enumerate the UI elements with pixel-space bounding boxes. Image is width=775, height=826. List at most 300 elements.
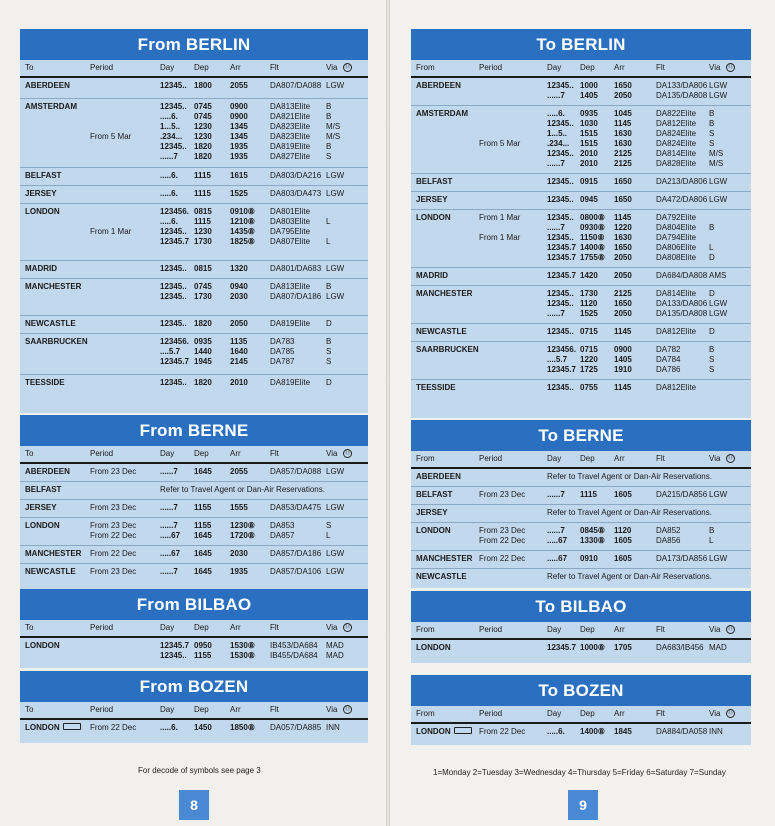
table-row bbox=[411, 286, 751, 324]
cell-arr: 2050 bbox=[614, 91, 632, 100]
cell-flt: DA684/DA808 bbox=[656, 271, 708, 280]
symbol-icon: ⑪ bbox=[727, 455, 733, 461]
cell-flt: DA801Elite bbox=[270, 207, 311, 216]
cell-day: 123456. bbox=[160, 337, 189, 346]
cell-day: 12345.. bbox=[547, 299, 574, 308]
column-header-from: From bbox=[416, 625, 435, 634]
cell-flt: DA824Elite bbox=[656, 129, 697, 138]
cell-flt: DA823Elite bbox=[270, 122, 311, 131]
symbol-icon: ⑪ bbox=[344, 624, 350, 630]
cell-period: From 22 Dec bbox=[90, 723, 137, 732]
cell-flt: DA824Elite bbox=[656, 139, 697, 148]
cell-dep: 1115 bbox=[194, 171, 211, 180]
cell-day: 12345.7 bbox=[547, 643, 576, 652]
cell-via: D bbox=[326, 319, 332, 328]
cell-via: LGW bbox=[709, 309, 728, 318]
destination-name: TEESSIDE bbox=[25, 378, 65, 387]
column-header-arr: Arr bbox=[230, 63, 241, 72]
column-header-flt: Flt bbox=[656, 454, 665, 463]
flight-line bbox=[20, 319, 368, 329]
table-row bbox=[411, 324, 751, 342]
cell-flt: DA812Elite bbox=[656, 327, 697, 336]
cell-arr: 1705 bbox=[614, 643, 632, 652]
cell-day: 12345.. bbox=[547, 177, 574, 186]
cell-flt: DA814Elite bbox=[656, 149, 697, 158]
section-from-bozen bbox=[20, 671, 368, 743]
cell-day: 12345.. bbox=[547, 233, 574, 242]
table-row bbox=[20, 334, 368, 375]
cell-arr: 1650 bbox=[614, 81, 632, 90]
cell-day: 1...5.. bbox=[547, 129, 568, 138]
symbol-icon: ⑪ bbox=[344, 706, 350, 712]
flight-line bbox=[411, 299, 751, 309]
cell-arr: 2055 bbox=[230, 467, 248, 476]
cell-flt: DA884/DA058 bbox=[656, 727, 708, 736]
cell-via: B bbox=[326, 337, 332, 346]
cell-arr: 1320 bbox=[230, 264, 248, 273]
cell-dep: 1230 bbox=[194, 122, 212, 131]
flight-line bbox=[20, 237, 368, 247]
reservation-note: Refer to Travel Agent or Dan-Air Reservations. bbox=[547, 508, 712, 517]
table-row bbox=[20, 78, 368, 99]
column-header-dep: Dep bbox=[580, 454, 595, 463]
flight-line bbox=[411, 365, 751, 375]
cell-day: .....6. bbox=[160, 723, 178, 732]
section-title: From BERNE bbox=[20, 415, 368, 446]
cell-day: ......7 bbox=[160, 152, 178, 161]
cell-via: INN bbox=[326, 723, 340, 732]
cell-day: .....67 bbox=[547, 554, 568, 563]
cell-dep: 0935 bbox=[194, 337, 212, 346]
cell-flt: DA135/DA808 bbox=[656, 309, 708, 318]
flight-line bbox=[20, 549, 368, 559]
cell-day: .....67 bbox=[160, 549, 181, 558]
cell-period: From 23 Dec bbox=[479, 526, 526, 535]
cell-flt: DA853 bbox=[270, 521, 295, 530]
flight-line bbox=[411, 233, 751, 243]
cell-flt: DA783 bbox=[270, 337, 295, 346]
flight-line bbox=[411, 289, 751, 299]
cell-dep: 1115 bbox=[580, 490, 597, 499]
flight-line bbox=[20, 81, 368, 91]
cell-arr: 1910 bbox=[614, 365, 632, 374]
cell-via: B bbox=[709, 119, 715, 128]
cell-flt: DA823Elite bbox=[270, 132, 311, 141]
section-title: From BILBAO bbox=[20, 589, 368, 620]
destination-name: LONDON bbox=[25, 207, 60, 216]
cell-via: LGW bbox=[709, 81, 728, 90]
cell-dep: 0755 bbox=[580, 383, 598, 392]
flight-line bbox=[20, 651, 368, 661]
destination-name: SAARBRUCKEN bbox=[416, 345, 479, 354]
cell-flt: DA821Elite bbox=[270, 112, 311, 121]
cell-flt: DA784 bbox=[656, 355, 681, 364]
flight-line bbox=[411, 345, 751, 355]
cell-flt: DA807Elite bbox=[270, 237, 311, 246]
column-header-dep: Dep bbox=[580, 63, 595, 72]
cell-arr: 2125 bbox=[614, 149, 632, 158]
cell-day: 12345.. bbox=[160, 319, 187, 328]
cell-flt: DA827Elite bbox=[270, 152, 311, 161]
cell-arr: 0900 bbox=[230, 102, 248, 111]
reservation-note: Refer to Travel Agent or Dan-Air Reservations. bbox=[160, 485, 325, 494]
destination-name: ABERDEEN bbox=[416, 81, 461, 90]
column-header-row bbox=[20, 702, 368, 720]
cell-arr: 1220 bbox=[614, 223, 632, 232]
cell-day: 12345.7 bbox=[547, 271, 576, 280]
table-row bbox=[20, 464, 368, 482]
cell-via: INN bbox=[709, 727, 723, 736]
cell-via: M/S bbox=[326, 132, 341, 141]
section-from-bilbao bbox=[20, 589, 368, 668]
flight-line bbox=[20, 337, 368, 347]
cell-flt: DA857/DA186 bbox=[270, 549, 322, 558]
cell-dep: 1120 bbox=[580, 299, 598, 308]
cell-day: 1...5.. bbox=[160, 122, 181, 131]
column-header-flt: Flt bbox=[270, 623, 279, 632]
destination-name: BELFAST bbox=[25, 485, 62, 494]
cell-dep: 0800⑧ bbox=[580, 213, 605, 222]
cell-via: S bbox=[326, 357, 332, 366]
cell-via: LGW bbox=[326, 171, 345, 180]
column-header-day: Day bbox=[160, 63, 175, 72]
table-row bbox=[20, 720, 368, 737]
table-row bbox=[20, 564, 368, 581]
cell-dep: 1525 bbox=[580, 309, 598, 318]
cell-day: 12345.7 bbox=[547, 253, 576, 262]
cell-dep: 1115 bbox=[194, 217, 211, 226]
cell-dep: 2010 bbox=[580, 159, 598, 168]
cell-period: From 23 Dec bbox=[479, 490, 526, 499]
cell-dep: 0815 bbox=[194, 264, 212, 273]
cell-flt: DA135/DA808 bbox=[656, 91, 708, 100]
cell-day: 12345.. bbox=[160, 292, 187, 301]
cell-day: ....5.7 bbox=[160, 347, 181, 356]
column-header-dep: Dep bbox=[194, 705, 209, 714]
cell-dep: 1725 bbox=[580, 365, 598, 374]
flight-line bbox=[20, 152, 368, 162]
cell-day: .....6. bbox=[547, 727, 565, 736]
cell-dep: 1730 bbox=[194, 237, 212, 246]
cell-via: LGW bbox=[709, 554, 728, 563]
cell-day: 12345.. bbox=[547, 81, 574, 90]
cell-via: M/S bbox=[709, 149, 724, 158]
cell-arr: 1935 bbox=[230, 567, 248, 576]
column-header-from: From bbox=[416, 63, 435, 72]
cell-period: From 23 Dec bbox=[90, 467, 137, 476]
column-header-row bbox=[411, 60, 751, 78]
cell-via: AMS bbox=[709, 271, 727, 280]
table-row bbox=[20, 375, 368, 392]
cell-arr: 2030 bbox=[230, 549, 248, 558]
cell-flt: IB453/DA684 bbox=[270, 641, 318, 650]
destination-name: JERSEY bbox=[416, 508, 448, 517]
cell-day: .....6. bbox=[160, 217, 178, 226]
destination-name: NEWCASTLE bbox=[25, 567, 76, 576]
cell-arr: 1850⑧ bbox=[230, 723, 255, 732]
column-header-arr: Arr bbox=[614, 454, 625, 463]
cell-flt: DA057/DA885 bbox=[270, 723, 322, 732]
cell-flt: DA814Elite bbox=[656, 289, 697, 298]
cell-arr: 1720⑧ bbox=[230, 531, 255, 540]
column-header-arr: Arr bbox=[614, 709, 625, 718]
table-row bbox=[20, 204, 368, 261]
cell-dep: 2010 bbox=[580, 149, 598, 158]
section-title: To BOZEN bbox=[411, 675, 751, 706]
column-header-via: Via bbox=[709, 709, 721, 718]
section-title: To BILBAO bbox=[411, 591, 751, 622]
flight-line bbox=[411, 727, 751, 737]
destination-name: LONDON bbox=[25, 641, 60, 650]
cell-day: ......7 bbox=[160, 567, 178, 576]
column-header-via: Via bbox=[709, 454, 721, 463]
cell-via: B bbox=[709, 109, 715, 118]
cell-dep: 1400⑧ bbox=[580, 727, 605, 736]
destination-name: ABERDEEN bbox=[416, 472, 461, 481]
column-header-period: Period bbox=[90, 705, 114, 714]
cell-arr: 1650 bbox=[614, 177, 632, 186]
flight-line bbox=[20, 378, 368, 388]
cell-flt: DA857 bbox=[270, 531, 295, 540]
cell-dep: 1645 bbox=[194, 549, 212, 558]
cell-day: 123456. bbox=[547, 345, 576, 354]
page-fold bbox=[386, 0, 390, 826]
cell-flt: DA133/DA806 bbox=[656, 81, 708, 90]
cell-arr: 1230⑧ bbox=[230, 521, 255, 530]
column-header-dep: Dep bbox=[194, 623, 209, 632]
flight-line bbox=[411, 139, 751, 149]
cell-via: S bbox=[326, 521, 332, 530]
section-from-berlin bbox=[20, 29, 368, 413]
destination-name: AMSTERDAM bbox=[25, 102, 77, 111]
cell-flt: DA787 bbox=[270, 357, 295, 366]
cell-arr: 0910⑧ bbox=[230, 207, 255, 216]
cell-via: LGW bbox=[326, 467, 345, 476]
column-header-via: Via bbox=[326, 705, 338, 714]
cell-flt: DA822Elite bbox=[656, 109, 697, 118]
cell-arr: 2050 bbox=[230, 319, 248, 328]
cell-flt: DA215/DA856 bbox=[656, 490, 708, 499]
cell-day: .234... bbox=[547, 139, 570, 148]
cell-period: From 22 Dec bbox=[479, 554, 526, 563]
destination-name: MADRID bbox=[25, 264, 57, 273]
cell-arr: 1145 bbox=[614, 119, 632, 128]
cell-flt: DA812Elite bbox=[656, 383, 697, 392]
flight-line bbox=[411, 309, 751, 319]
cell-day: 123456. bbox=[160, 207, 189, 216]
cell-arr: 1935 bbox=[230, 152, 248, 161]
table-row bbox=[411, 210, 751, 268]
flight-line bbox=[20, 503, 368, 513]
cell-day: .....67 bbox=[547, 536, 568, 545]
cell-via: S bbox=[709, 365, 715, 374]
cell-via: S bbox=[709, 129, 715, 138]
cell-flt: DA785 bbox=[270, 347, 295, 356]
cell-dep: 1400⑧ bbox=[580, 243, 605, 252]
column-header-day: Day bbox=[547, 63, 562, 72]
cell-dep: 0715 bbox=[580, 345, 598, 354]
cell-dep: 0945 bbox=[580, 195, 598, 204]
table-row bbox=[411, 487, 751, 505]
cell-via: LGW bbox=[326, 81, 345, 90]
cell-flt: DA819Elite bbox=[270, 319, 311, 328]
cell-arr: 2125 bbox=[614, 289, 632, 298]
cell-dep: 1000 bbox=[580, 81, 598, 90]
cell-via: B bbox=[709, 223, 715, 232]
cell-arr: 1145 bbox=[614, 327, 632, 336]
cell-day: 12345.. bbox=[547, 119, 574, 128]
flight-line bbox=[411, 643, 751, 653]
cell-day: 12345.7 bbox=[160, 641, 189, 650]
cell-day: 12345.. bbox=[547, 383, 574, 392]
page-number-left: 8 bbox=[179, 790, 209, 820]
cell-day: 12345.. bbox=[160, 651, 187, 660]
cell-flt: DA806Elite bbox=[656, 243, 697, 252]
cell-arr: 0940 bbox=[230, 282, 248, 291]
cell-dep: 1945 bbox=[194, 357, 212, 366]
cell-day: ......7 bbox=[547, 91, 565, 100]
cell-via: S bbox=[709, 355, 715, 364]
cell-dep: 1155 bbox=[194, 651, 212, 660]
flight-line bbox=[411, 383, 751, 393]
cell-flt: DA807/DA088 bbox=[270, 81, 322, 90]
destination-name: NEWCASTLE bbox=[25, 319, 76, 328]
cell-dep: 1230 bbox=[194, 227, 212, 236]
cell-period: From 1 Mar bbox=[479, 233, 521, 242]
cell-arr: 1135 bbox=[230, 337, 248, 346]
cell-dep: 1730 bbox=[194, 292, 212, 301]
cell-dep: 1450 bbox=[194, 723, 212, 732]
cell-dep: 1420 bbox=[580, 271, 598, 280]
table-row bbox=[411, 106, 751, 174]
cell-dep: 0915 bbox=[580, 177, 598, 186]
cell-dep: 1405 bbox=[580, 91, 598, 100]
destination-name: ABERDEEN bbox=[25, 467, 70, 476]
destination-name: LONDON bbox=[416, 643, 451, 652]
column-header-from: From bbox=[416, 709, 435, 718]
column-header-row bbox=[411, 706, 751, 724]
cell-flt: DA807/DA186 bbox=[270, 292, 322, 301]
column-header-period: Period bbox=[479, 454, 503, 463]
cell-dep: 1645 bbox=[194, 567, 212, 576]
column-header-row bbox=[20, 620, 368, 638]
cell-arr: 1650 bbox=[614, 299, 632, 308]
destination-name: ABERDEEN bbox=[25, 81, 70, 90]
cell-arr: 1405 bbox=[614, 355, 632, 364]
cell-arr: 1630 bbox=[614, 139, 632, 148]
cell-via: L bbox=[709, 243, 714, 252]
section-to-berlin bbox=[411, 29, 751, 418]
cell-dep: 0935 bbox=[580, 109, 598, 118]
flight-line bbox=[411, 129, 751, 139]
flight-line bbox=[20, 102, 368, 112]
cell-day: ......7 bbox=[160, 467, 178, 476]
flight-line bbox=[20, 521, 368, 531]
destination-name: BELFAST bbox=[416, 490, 453, 499]
cell-dep: 0745 bbox=[194, 282, 212, 291]
destination-name: SAARBRUCKEN bbox=[25, 337, 88, 346]
cell-dep: 1000⑧ bbox=[580, 643, 605, 652]
section-from-berne bbox=[20, 415, 368, 589]
flight-line bbox=[20, 189, 368, 199]
column-header-dep: Dep bbox=[194, 63, 209, 72]
flight-line bbox=[411, 253, 751, 263]
cell-via: S bbox=[326, 347, 332, 356]
cell-flt: DA813Elite bbox=[270, 102, 311, 111]
destination-name: MADRID bbox=[416, 271, 448, 280]
cell-via: D bbox=[709, 327, 715, 336]
flight-line bbox=[411, 223, 751, 233]
cell-period: From 22 Dec bbox=[90, 531, 137, 540]
cell-dep: 1155 bbox=[194, 503, 212, 512]
column-header-period: Period bbox=[479, 709, 503, 718]
destination-name: MANCHESTER bbox=[25, 282, 82, 291]
flight-line bbox=[20, 207, 368, 217]
cell-day: ......7 bbox=[547, 309, 565, 318]
symbol-icon: ⑪ bbox=[727, 710, 733, 716]
cell-dep: 1220 bbox=[580, 355, 598, 364]
table-row bbox=[411, 551, 751, 569]
cell-via: LGW bbox=[326, 264, 345, 273]
flight-line bbox=[20, 292, 368, 302]
destination-name: JERSEY bbox=[25, 503, 57, 512]
cell-dep: 0815 bbox=[194, 207, 212, 216]
flight-line bbox=[411, 81, 751, 91]
column-header-row bbox=[411, 451, 751, 469]
cell-dep: 0715 bbox=[580, 327, 598, 336]
column-header-row bbox=[411, 622, 751, 640]
cell-via: LGW bbox=[709, 91, 728, 100]
page-9 bbox=[388, 0, 775, 826]
section-title: From BERLIN bbox=[20, 29, 368, 60]
table-row bbox=[411, 469, 751, 487]
section-to-bozen bbox=[411, 675, 751, 745]
cell-via: MAD bbox=[326, 641, 344, 650]
table-row bbox=[411, 505, 751, 523]
cell-flt: DA801/DA683 bbox=[270, 264, 322, 273]
cell-flt: DA173/DA856 bbox=[656, 554, 708, 563]
cell-day: 12345.. bbox=[160, 81, 187, 90]
cell-arr: 0900 bbox=[230, 112, 248, 121]
destination-name: BELFAST bbox=[416, 177, 453, 186]
table-row bbox=[411, 724, 751, 741]
cell-flt: DA857/DA088 bbox=[270, 467, 322, 476]
cell-arr: 1145 bbox=[614, 383, 632, 392]
cell-via: L bbox=[326, 531, 331, 540]
cell-via: LGW bbox=[326, 549, 345, 558]
cell-arr: 1825⑧ bbox=[230, 237, 255, 246]
table-row bbox=[411, 174, 751, 192]
cell-arr: 1935 bbox=[230, 142, 248, 151]
flight-line bbox=[411, 526, 751, 536]
cell-flt: DA792Elite bbox=[656, 213, 697, 222]
table-row bbox=[20, 186, 368, 204]
cell-arr: 1615 bbox=[230, 171, 248, 180]
cell-arr: 2145 bbox=[230, 357, 248, 366]
section-to-berne bbox=[411, 420, 751, 588]
table-row bbox=[411, 192, 751, 210]
symbol-icon: ⑪ bbox=[727, 626, 733, 632]
column-header-arr: Arr bbox=[614, 63, 625, 72]
column-header-period: Period bbox=[90, 623, 114, 632]
flight-line bbox=[20, 132, 368, 142]
symbol-icon: ⑪ bbox=[727, 64, 733, 70]
cell-arr: 1435⑧ bbox=[230, 227, 255, 236]
section-title: To BERLIN bbox=[411, 29, 751, 60]
column-header-period: Period bbox=[90, 63, 114, 72]
cell-via: S bbox=[326, 152, 332, 161]
cell-day: .....67 bbox=[160, 531, 181, 540]
